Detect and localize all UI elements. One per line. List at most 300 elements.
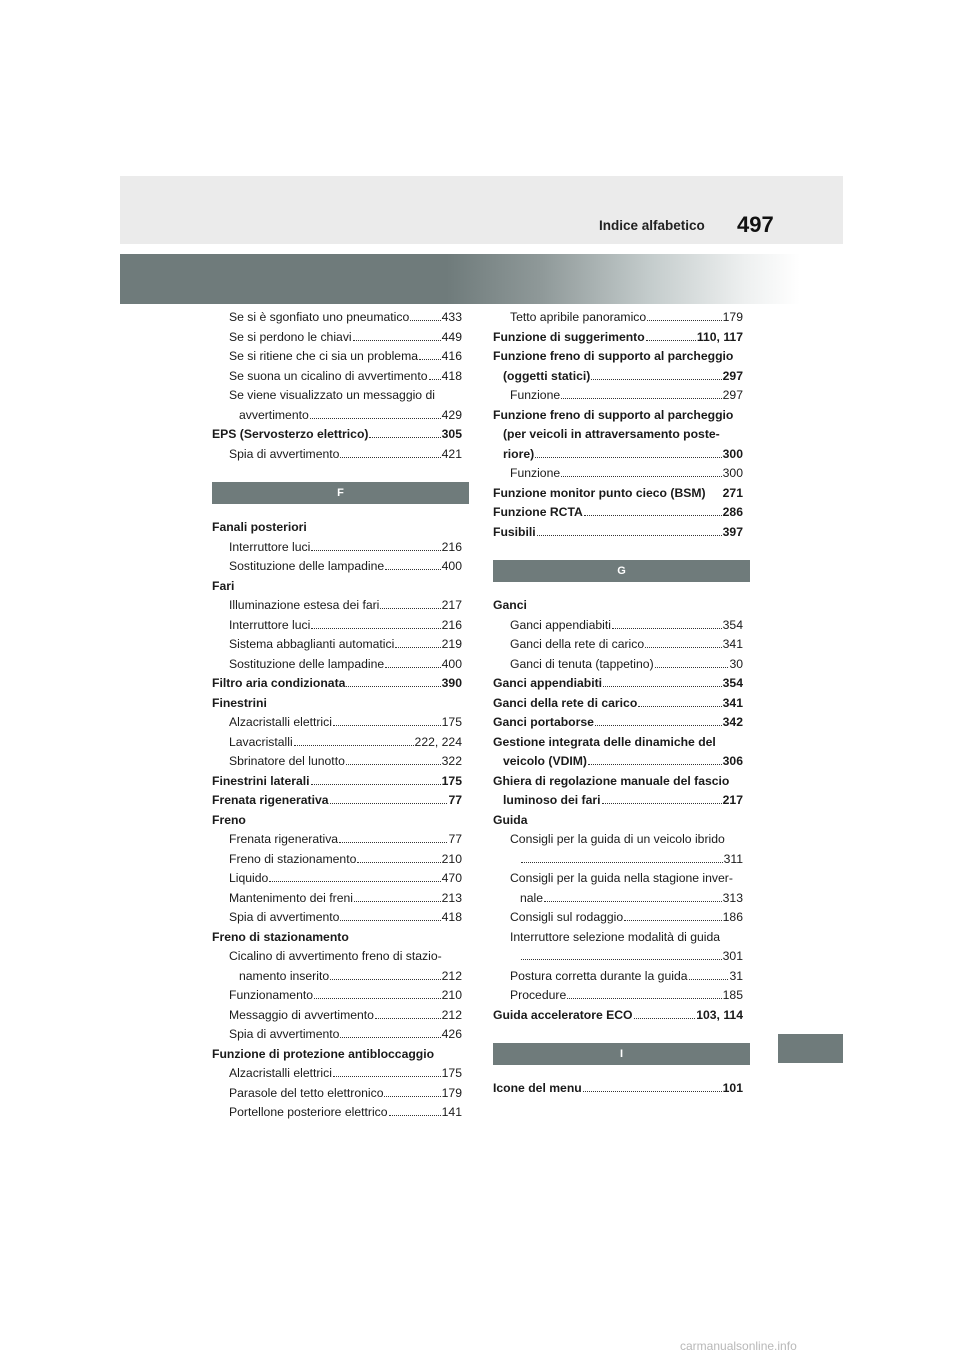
page-ref[interactable]: 354 [722, 617, 743, 632]
entry-row [493, 484, 743, 504]
dot-leader [389, 1115, 441, 1116]
entry-term: Fari [212, 578, 235, 593]
entry-term: avvertimento [239, 407, 309, 422]
entry-term: Icone del menu [493, 1081, 582, 1095]
index-subentry [212, 347, 462, 367]
entry-row [229, 367, 462, 387]
entry-term: Freno di stazionamento [229, 851, 357, 866]
dot-leader [537, 535, 722, 536]
entry-term: Interruttore luci [229, 617, 311, 632]
section-header: G [493, 560, 750, 582]
page-ref[interactable]: 77 [448, 793, 462, 807]
page-ref[interactable]: 286 [722, 505, 743, 519]
header-title: Indice alfabetico [599, 218, 705, 233]
entry-row [229, 830, 462, 850]
entry-term: Sostituzione delle lampadine [229, 656, 385, 671]
entry-row [229, 596, 462, 616]
page-ref[interactable]: 341 [722, 637, 743, 651]
entry-row [510, 986, 743, 1006]
entry-term: Guida [493, 812, 528, 827]
dot-leader [591, 379, 721, 380]
page-ref[interactable]: 354 [722, 676, 743, 690]
entry-term: Interruttore luci [229, 539, 311, 554]
dot-leader [333, 1076, 441, 1077]
index-entry [493, 406, 743, 465]
dot-leader [375, 1018, 441, 1019]
dot-leader [544, 901, 722, 902]
entry-term: Ganci appendiabiti [493, 676, 603, 690]
entry-term: Funzione freno di supporto al parcheggio [493, 407, 734, 422]
entry-term: Ganci della rete di carico [510, 637, 645, 651]
index-subentry [212, 889, 462, 909]
entry-row [229, 1064, 462, 1084]
index-entry [212, 674, 462, 694]
entry-term: Consigli sul rodaggio [510, 910, 624, 924]
index-entry [493, 1079, 743, 1099]
side-tab [778, 1034, 843, 1063]
index-subentry [212, 1064, 462, 1084]
entry-term: Ganci [493, 598, 527, 612]
entry-term: Consigli per la guida di un veicolo ibrido [510, 832, 725, 846]
index-subentry [212, 367, 462, 387]
index-subentry [493, 635, 743, 655]
entry-row [229, 406, 462, 426]
entry-row [212, 772, 462, 792]
page-ref[interactable]: 271 [722, 485, 743, 500]
entry-row [229, 1006, 462, 1026]
dot-leader [588, 764, 722, 765]
dot-leader [634, 1018, 696, 1019]
index-subentry [493, 967, 743, 987]
entry-row [510, 655, 743, 675]
page-ref[interactable]: 175 [441, 1066, 462, 1080]
index-subentry [493, 830, 743, 869]
entry-term: Portellone posteriore elettrico [229, 1105, 388, 1119]
index-subentry [212, 713, 462, 733]
entry-row [229, 752, 462, 772]
page-ref[interactable]: 101 [722, 1081, 743, 1095]
entry-row [493, 791, 743, 811]
dot-leader [567, 998, 721, 999]
dot-leader [410, 320, 440, 321]
index-subentry [212, 1103, 462, 1123]
index-entry [493, 503, 743, 523]
page-ref[interactable]: 212 [441, 1007, 462, 1022]
entry-row [229, 850, 462, 870]
index-column-left [212, 308, 462, 1123]
index-entry [212, 811, 462, 831]
index-entry [212, 928, 462, 948]
index-subentry [493, 616, 743, 636]
index-subentry [493, 386, 743, 406]
entry-term: (oggetti statici) [503, 368, 591, 383]
entry-row [493, 1079, 743, 1099]
entry-term: Se si ritiene che ci sia un problema [229, 349, 419, 363]
entry-row [212, 791, 462, 811]
index-subentry [212, 635, 462, 655]
entry-row [229, 986, 462, 1006]
entry-row [493, 503, 743, 523]
page-ref[interactable]: 300 [722, 446, 743, 461]
entry-row [510, 889, 743, 909]
page-ref[interactable]: 313 [722, 890, 743, 905]
page-ref[interactable]: 400 [441, 559, 462, 573]
dot-leader [269, 881, 440, 882]
header-bar [120, 254, 800, 304]
entry-term: luminoso dei fari [503, 793, 601, 807]
entry-term: Cicalino di avvertimento freno di stazio- [229, 949, 442, 963]
page-ref[interactable]: 297 [722, 368, 743, 383]
index-entry [493, 713, 743, 733]
entry-term: riore) [503, 446, 535, 461]
dot-leader [340, 457, 440, 458]
page-ref[interactable]: 426 [441, 1027, 462, 1041]
dot-leader [561, 476, 722, 477]
index-entry [493, 1006, 743, 1026]
entry-term: Freno di stazionamento [212, 929, 349, 944]
dot-leader [384, 1096, 440, 1097]
entry-term: Frenata rigenerativa [212, 793, 329, 807]
index-subentry [212, 752, 462, 772]
dot-leader [314, 998, 441, 999]
entry-term: Illuminazione estesa dei fari [229, 598, 380, 612]
page-ref[interactable]: 222, 224 [414, 734, 462, 749]
page-ref[interactable]: 342 [722, 715, 743, 729]
dot-leader [584, 515, 722, 516]
page-ref[interactable]: 306 [722, 754, 743, 768]
dot-leader [689, 979, 729, 980]
index-entry [212, 577, 462, 597]
entry-term: Alzacristalli elettrici [229, 715, 332, 729]
index-entry [493, 694, 743, 714]
entry-term: Alzacristalli elettrici [229, 1066, 332, 1080]
dot-leader [346, 686, 440, 687]
page-ref[interactable]: 219 [441, 637, 462, 651]
index-subentry [493, 464, 743, 484]
page-ref[interactable]: 341 [722, 695, 743, 710]
page-ref[interactable]: 31 [729, 968, 743, 983]
index-entry [493, 596, 743, 616]
entry-term: Spia di avvertimento [229, 446, 340, 461]
index-entry [212, 772, 462, 792]
dot-leader [385, 667, 441, 668]
entry-row [229, 616, 462, 636]
dot-leader [521, 959, 722, 960]
dot-leader [395, 647, 440, 648]
index-subentry [212, 1025, 462, 1045]
index-subentry [212, 616, 462, 636]
entry-term: Sbrinatore del lunotto [229, 754, 345, 768]
index-subentry [212, 908, 462, 928]
entry-row [510, 464, 743, 484]
page-ref[interactable]: 103, 114 [696, 1007, 743, 1022]
entry-row [493, 674, 743, 694]
entry-row [212, 674, 462, 694]
dot-leader [346, 764, 441, 765]
entry-term: Sostituzione delle lampadine [229, 559, 385, 573]
page-ref[interactable]: 418 [441, 910, 462, 924]
page-ref[interactable]: 179 [441, 1085, 462, 1100]
entry-row [510, 635, 743, 655]
dot-leader [624, 920, 722, 921]
index-entry [212, 425, 462, 445]
index-entry [493, 733, 743, 772]
entry-row [229, 869, 462, 889]
page-ref[interactable]: 433 [441, 310, 462, 324]
dot-leader [645, 647, 722, 648]
entry-term: veicolo (VDIM) [503, 754, 587, 768]
entry-row [212, 425, 462, 445]
entry-term: Liquido [229, 871, 269, 885]
entry-term: Frenata rigenerativa [229, 832, 339, 846]
entry-term: EPS (Servosterzo elettrico) [212, 427, 369, 441]
entry-row [493, 328, 743, 348]
entry-row [510, 386, 743, 406]
entry-row [510, 850, 743, 870]
index-subentry [212, 830, 462, 850]
dot-leader [369, 437, 440, 438]
entry-term: Tetto apribile panoramico [510, 310, 647, 324]
entry-term: Sistema abbaglianti automatici [229, 637, 395, 651]
entry-term: Gestione integrata delle dinamiche del [493, 734, 716, 749]
entry-term: Freno [212, 812, 246, 827]
entry-row [229, 733, 462, 753]
dot-leader [535, 457, 722, 458]
entry-row [493, 445, 743, 465]
entry-row [229, 445, 462, 465]
page-ref[interactable]: 416 [441, 349, 462, 363]
entry-row [510, 308, 743, 328]
entry-row [229, 347, 462, 367]
entry-term: (per veicoli in attraversamento poste- [503, 427, 720, 441]
page-ref[interactable]: 175 [441, 773, 462, 788]
page-ref[interactable]: 421 [441, 446, 462, 461]
entry-row [493, 523, 743, 543]
entry-row [229, 1084, 462, 1104]
index-subentry [212, 386, 462, 425]
entry-row [229, 1103, 462, 1123]
entry-row [510, 947, 743, 967]
index-entry [212, 694, 462, 714]
dot-leader [638, 706, 721, 707]
page-ref[interactable]: 400 [441, 656, 462, 671]
index-entry [493, 328, 743, 348]
entry-row [510, 967, 743, 987]
entry-term: Se si perdono le chiavi [229, 329, 352, 344]
entry-term: Spia di avvertimento [229, 910, 340, 924]
page-ref[interactable]: 179 [722, 310, 743, 324]
entry-term: Finestrini laterali [212, 773, 310, 788]
index-subentry [212, 1006, 462, 1026]
entry-term: Se suona un cicalino di avvertimento [229, 368, 428, 383]
entry-term: Guida acceleratore ECO [493, 1007, 633, 1022]
dot-leader [340, 1037, 440, 1038]
entry-term: Ganci della rete di carico [493, 695, 638, 710]
entry-term: Funzione RCTA [493, 505, 583, 519]
index-subentry [493, 869, 743, 908]
index-subentry [493, 908, 743, 928]
index-entry [493, 523, 743, 543]
index-subentry [212, 596, 462, 616]
entry-term: Funzione [510, 388, 561, 402]
index-column-right [493, 308, 743, 1099]
page-ref[interactable]: 175 [441, 715, 462, 729]
entry-row [229, 655, 462, 675]
index-entry [493, 484, 743, 504]
entry-row [229, 328, 462, 348]
dot-leader [647, 320, 721, 321]
page-ref[interactable]: 77 [448, 832, 462, 846]
dot-leader [561, 398, 722, 399]
page-ref[interactable]: 470 [441, 871, 462, 885]
dot-leader [354, 901, 441, 902]
page-ref[interactable]: 311 [723, 851, 743, 866]
entry-term: Funzionamento [229, 988, 314, 1002]
index-entry [212, 1045, 462, 1065]
dot-leader [583, 1091, 722, 1092]
entry-term: Filtro aria condizionata [212, 676, 346, 690]
entry-term: Fusibili [493, 524, 536, 539]
page-ref[interactable]: 390 [441, 676, 462, 690]
page-ref[interactable]: 212 [441, 968, 462, 983]
page-ref[interactable]: 449 [441, 329, 462, 344]
page-ref[interactable]: 30 [729, 656, 743, 671]
dot-leader [340, 920, 440, 921]
dot-leader [419, 359, 441, 360]
page-ref[interactable]: 322 [441, 754, 462, 768]
header-band [120, 176, 843, 244]
entry-row [229, 713, 462, 733]
entry-term: Interruttore selezione modalità di guida [510, 929, 721, 944]
dot-leader [655, 667, 729, 668]
entry-term: Ganci appendiabiti [510, 617, 611, 632]
index-subentry [212, 445, 462, 465]
index-subentry [212, 1084, 462, 1104]
entry-term: Consigli per la guida nella stagione inver- [510, 871, 733, 885]
dot-leader [602, 803, 722, 804]
index-subentry [493, 308, 743, 328]
entry-term: Se viene visualizzato un messaggio di [229, 388, 435, 402]
entry-term: Messaggio di avvertimento [229, 1007, 374, 1022]
dot-leader [311, 550, 440, 551]
page-ref[interactable]: 185 [722, 988, 743, 1002]
index-subentry [212, 538, 462, 558]
dot-leader [380, 608, 440, 609]
index-subentry [493, 928, 743, 967]
dot-leader [595, 725, 722, 726]
index-subentry [212, 557, 462, 577]
dot-leader [310, 418, 441, 419]
entry-term: Ganci di tenuta (tappetino) [510, 656, 654, 671]
entry-term: Funzione freno di supporto al parcheggio [493, 349, 734, 363]
dot-leader [311, 784, 441, 785]
dot-leader [311, 628, 440, 629]
page-ref[interactable]: 297 [722, 388, 743, 402]
entry-row [510, 908, 743, 928]
entry-term: Postura corretta durante la guida [510, 968, 688, 983]
dot-leader [353, 340, 441, 341]
dot-leader [429, 379, 441, 380]
page-ref[interactable]: 300 [722, 466, 743, 480]
index-subentry [212, 850, 462, 870]
index-subentry [212, 328, 462, 348]
dot-leader [612, 628, 722, 629]
index-entry [493, 347, 743, 386]
entry-row [229, 538, 462, 558]
page-ref[interactable]: 305 [441, 427, 462, 441]
entry-term: namento inserito [239, 968, 330, 983]
page-ref[interactable]: 301 [722, 949, 743, 963]
index-subentry [212, 947, 462, 986]
entry-term: nale [520, 890, 544, 905]
page-ref[interactable]: 217 [722, 793, 743, 807]
entry-row [510, 616, 743, 636]
entry-row [493, 713, 743, 733]
page-ref[interactable]: 213 [441, 890, 462, 905]
entry-row [229, 308, 462, 328]
entry-row [493, 1006, 743, 1026]
index-entry [493, 811, 743, 831]
dot-leader [339, 842, 447, 843]
entry-term: Mantenimento dei freni [229, 890, 353, 905]
page-ref[interactable]: 210 [441, 988, 462, 1002]
page-ref[interactable]: 216 [441, 617, 462, 632]
index-subentry [493, 986, 743, 1006]
index-subentry [212, 986, 462, 1006]
page-ref[interactable]: 141 [441, 1105, 462, 1119]
entry-row [229, 967, 462, 987]
entry-term: Fanali posteriori [212, 520, 307, 534]
entry-term: Se si è sgonfiato uno pneumatico [229, 310, 410, 324]
dot-leader [330, 803, 448, 804]
page-ref[interactable]: 186 [722, 910, 743, 924]
index-subentry [212, 733, 462, 753]
entry-term: Finestrini [212, 695, 267, 710]
index-entry [493, 674, 743, 694]
section-header: I [493, 1043, 750, 1065]
page-ref[interactable]: 429 [441, 407, 462, 422]
entry-term: Funzione [510, 466, 561, 480]
dot-leader [385, 569, 441, 570]
entry-term: Ganci portaborse [493, 715, 594, 729]
entry-term: Ghiera di regolazione manuale del fascio [493, 773, 730, 788]
entry-row [229, 889, 462, 909]
index-entry [212, 791, 462, 811]
page-ref[interactable]: 210 [441, 851, 462, 866]
index-subentry [212, 655, 462, 675]
entry-row [493, 367, 743, 387]
entry-term: Funzione di suggerimento [493, 329, 645, 344]
index-entry [212, 518, 462, 538]
page-ref[interactable]: 418 [441, 368, 462, 383]
dot-leader [646, 340, 696, 341]
entry-term: Funzione di protezione antibloccaggio [212, 1046, 435, 1061]
index-subentry [493, 655, 743, 675]
page-ref[interactable]: 217 [441, 598, 462, 612]
page-ref[interactable]: 397 [722, 524, 743, 539]
footer-watermark: carmanualsonline.info [680, 1339, 797, 1353]
dot-leader [294, 745, 414, 746]
page-number: 497 [737, 212, 774, 237]
page-ref[interactable]: 216 [441, 539, 462, 554]
section-header: F [212, 482, 469, 504]
index-entry [493, 772, 743, 811]
dot-leader [333, 725, 441, 726]
entry-term: Procedure [510, 988, 567, 1002]
entry-term: Lavacristalli [229, 734, 293, 749]
page-ref[interactable]: 110, 117 [696, 329, 743, 344]
dot-leader [603, 686, 722, 687]
